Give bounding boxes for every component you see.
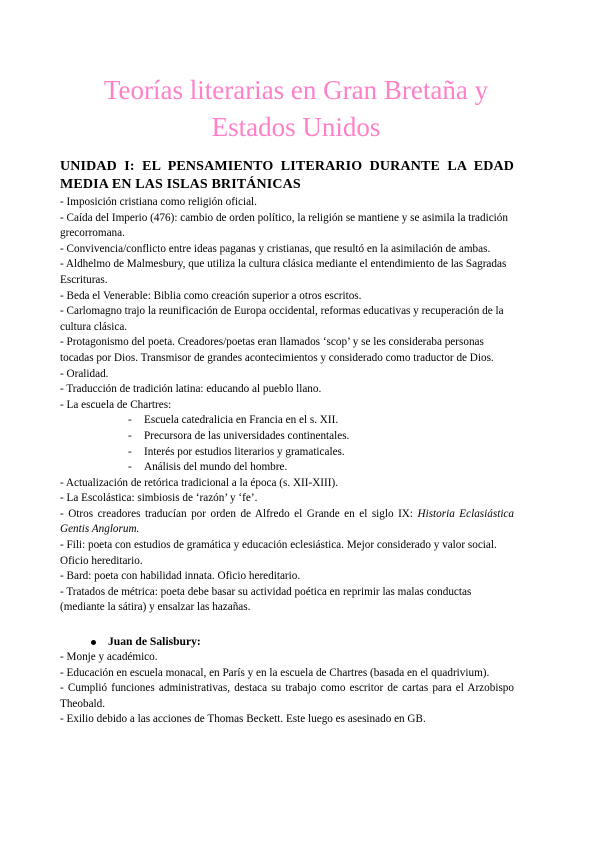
list-item-text: Interés por estudios literarios y gramaticales. — [144, 445, 345, 458]
text-line: - Imposición cristiana como religión oficial. — [60, 196, 257, 208]
text-line: - Protagonismo del poeta. Creadores/poetas eran llamados ‘scop’ y se les consideraba personas tocadas por Dios. Transmisor de grandes acontecimientos y considerado como traductor de Dios. — [60, 336, 494, 364]
salisbury-heading — [60, 634, 514, 650]
list-item — [128, 445, 514, 461]
chartres-list — [60, 413, 514, 475]
list-item — [128, 429, 514, 445]
text-line: - Beda el Venerable: Biblia como creación superior a otros escritos. — [60, 289, 362, 302]
text-line: - La Escolástica: simbiosis de ‘razón’ y ‘fe’. — [60, 492, 258, 505]
text-line: - Monje y académico. — [60, 651, 158, 664]
text-line: - Exilio debido a las acciones de Thomas Beckett. Este luego es asesinado en GB. — [60, 713, 426, 726]
list-item-text: Análisis del mundo del hombre. — [144, 461, 288, 474]
book-title: Historia Eclasiástica Gentis Anglorum. — [60, 507, 514, 536]
dash-marker: - — [128, 414, 132, 427]
text-line: - Educación en escuela monacal, en París y en la escuela de Chartres (basada en el quadrivium). — [60, 666, 490, 679]
text-line: - Convivencia/conflicto entre ideas paganas y cristianas, que resultó en la asimilación de ambas. — [60, 242, 491, 255]
text-span: - Otros creadores traducían por orden de Alfredo el Grande en el siglo IX: — [60, 507, 418, 520]
page-title: Teorías literarias en Gran Bretaña y Estados Unidos — [103, 75, 489, 142]
text-line: - La escuela de Chartres: — [60, 398, 172, 411]
unit-heading: UNIDAD I: EL PENSAMIENTO LITERARIO DURANTE LA EDAD MEDIA EN LAS ISLAS BRITÁNICAS — [60, 159, 514, 192]
text-line — [60, 507, 514, 538]
dash-marker: - — [128, 461, 132, 474]
text-line: - Caída del Imperio (476): cambio de orden político, la religión se mantiene y se asimila la tradición grecorromana. — [60, 211, 508, 240]
list-item-text: Precursora de las universidades continentales. — [144, 429, 350, 442]
text-line: - Cumplió funciones administrativas, destaca su trabajo como escritor de cartas para el Arzobispo Theobald. — [60, 682, 514, 710]
list-item-text: Escuela catedralicia en Francia en el s. XII. — [144, 414, 339, 427]
bullet-icon — [91, 640, 96, 645]
list-item — [128, 413, 514, 429]
text-line: - Oralidad. — [60, 367, 109, 380]
text-line: - Bard: poeta con habilidad innata. Oficio hereditario. — [60, 570, 301, 583]
list-item — [128, 460, 514, 476]
text-line: - Traducción de tradición latina: educando al pueblo llano. — [60, 383, 322, 396]
dash-marker: - — [128, 445, 132, 458]
text-line: - Tratados de métrica: poeta debe basar su actividad poética en reprimir las malas conductas (mediante la sátira) y ensalzar las hazañas. — [60, 585, 472, 614]
dash-marker: - — [128, 429, 132, 442]
text-line: - Fili: poeta con estudios de gramática y educación eclesiástica. Mejor considerado y valor social. Oficio hereditario. — [60, 539, 497, 567]
salisbury-heading-text: Juan de Salisbury: — [108, 635, 201, 649]
text-line: - Carlomagno trajo la reunificación de Europa occidental, reformas educativas y recuperación de la cultura clásica. — [60, 305, 504, 333]
text-line: - Aldhelmo de Malmesbury, que utiliza la cultura clásica mediante el entendimiento de las Sagradas Escrituras. — [60, 258, 507, 286]
text-line: - Actualización de retórica tradicional a la época (s. XII-XIII). — [60, 476, 338, 489]
